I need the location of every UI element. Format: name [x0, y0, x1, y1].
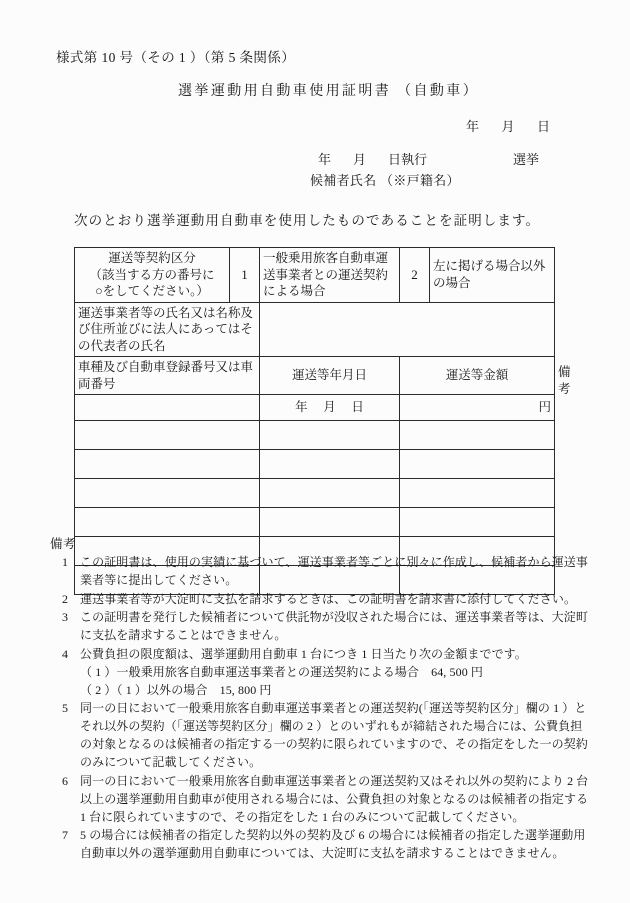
remarks-note-subitem: （ 1 ）一般乗用旅客自動車運送事業者との運送契約による場合 64, 500 円 — [80, 665, 484, 679]
table-row — [75, 450, 555, 479]
election-day-exec-label: 日執行 — [388, 152, 428, 167]
election-month-label: 月 — [353, 152, 367, 167]
column-header-date: 運送等年月日 — [260, 357, 400, 395]
unit-date-month: 月 — [323, 400, 336, 415]
election-year-label: 年 — [318, 152, 332, 167]
table-row — [75, 508, 555, 537]
table-row-operator-name — [75, 302, 555, 357]
contract-option-2-number[interactable]: 2 — [400, 248, 430, 303]
remarks-note-number: 6 — [62, 773, 69, 788]
remarks-note — [50, 826, 590, 862]
row-cell-amount[interactable] — [400, 508, 555, 537]
remarks-note — [50, 772, 590, 826]
remarks-note-text: 運送事業者等が大淀町に支払を請求するときは、この証明書を請求書に添付してください。 — [80, 591, 577, 606]
column-header-amount: 運送等金額 — [400, 357, 555, 395]
table-row — [75, 421, 555, 450]
remarks-note-text: 同一の日において一般乗用旅客自動車運送事業者との運送契約又はそれ以外の契約により 2 台以上の選挙運動用自動車が使用される場合には、公費負担の対象となるのは候補者の指定する 1 台に限られていますので、その指定をした 1 台のみについて記載してください。 — [80, 773, 589, 824]
contract-category-label-line1: 運送等契約区分 — [108, 251, 196, 265]
row-cell-vehicle[interactable] — [75, 450, 260, 479]
unit-cell-amount: 円 — [400, 395, 555, 421]
row-cell-vehicle[interactable] — [75, 421, 260, 450]
row-cell-date[interactable] — [260, 479, 400, 508]
unit-date-day: 日 — [351, 400, 364, 415]
operator-name-label: 運送事業者等の氏名又は名称及び住所並びに法人にあってはその代表者の氏名 — [75, 302, 260, 357]
remarks-note-number: 5 — [62, 701, 69, 715]
row-cell-amount[interactable] — [400, 479, 555, 508]
issue-date-month-label: 月 — [501, 119, 516, 134]
contract-option-2-text: 左に掲げる場合以外の場合 — [430, 248, 555, 303]
row-cell-date[interactable] — [260, 450, 400, 479]
row-cell-amount[interactable] — [400, 450, 555, 479]
remarks-note-number: 7 — [62, 828, 69, 842]
remarks-section — [50, 534, 590, 863]
election-date-line — [318, 149, 578, 168]
remarks-title: 備考 — [50, 537, 77, 551]
unit-date-year: 年 — [295, 400, 308, 415]
contract-option-1-text: 一般乗用旅客自動車運送事業者との運送契約による場合 — [260, 248, 400, 303]
row-cell-amount[interactable] — [400, 421, 555, 450]
contract-category-label-line3: ○をしてください。） — [95, 284, 209, 298]
remarks-note-number: 2 — [62, 591, 69, 606]
row-cell-date[interactable] — [260, 508, 400, 537]
unit-cell-vehicle — [75, 395, 260, 421]
remarks-note-text: この証明書は、使用の実績に基づいて、運送事業者等ごとに別々に作成し、候補者から運送事業者等に提出してください。 — [80, 555, 588, 587]
column-header-vehicle: 車種及び自動車登録番号又は車両番号 — [75, 357, 260, 395]
issue-date-year-label: 年 — [466, 119, 480, 134]
remarks-note-text: 5 の場合には候補者の指定した契約以外の契約及び 6 の場合には候補者の指定した選挙運動用自動車以外の選挙運動用自動車については、大淀町に支払を請求することはできません。 — [80, 828, 586, 860]
form-number: 様式第 10 号（その 1 ）（第 5 条関係） — [56, 50, 296, 65]
contract-category-label-line2: （該当する方の番号に — [89, 267, 215, 282]
row-cell-date[interactable] — [260, 421, 400, 450]
table-row-units — [75, 395, 555, 421]
remarks-note-number: 1 — [62, 555, 69, 569]
issue-date-line — [466, 116, 551, 135]
election-label: 選挙 — [513, 152, 540, 167]
table-row-column-headers: 車種及び自動車登録番号又は車両番号 運送等年月日 運送等金額 備考 — [75, 357, 555, 395]
table-row-contract-category — [75, 248, 555, 303]
remarks-note-text: 同一の日において一般乗用旅客自動車運送事業者との運送契約(「運送等契約区分」欄の 1 ）とそれ以外の契約（「運送等契約区分」欄の 2 ）とのいずれもが締結された場合には、公費負担の対象となるのは候補者の指定する一の契約に限られていますので、その指定をした一の契約のみについて記載してください。 — [80, 701, 588, 769]
row-cell-vehicle[interactable] — [75, 508, 260, 537]
remarks-note-text: この証明書を発行した候補者について供託物が没収された場合には、運送事業者等は、大淀町に支払を請求することはできません。 — [80, 610, 588, 642]
contract-option-1-number[interactable]: 1 — [230, 248, 260, 303]
remarks-note-text: 公費負担の限度額は、選挙運動用自動車 1 台につき 1 日当たり次の金額までです。 — [80, 646, 527, 661]
remarks-note — [50, 590, 590, 608]
certification-statement: 次のとおり選挙運動用自動車を使用したものであることを証明します。 — [74, 213, 541, 228]
remarks-note — [50, 608, 590, 644]
issue-date-day-label: 日 — [537, 119, 551, 134]
remarks-note — [50, 645, 590, 663]
table-row — [75, 479, 555, 508]
remarks-note — [50, 553, 590, 589]
document-title: 選挙運動用自動車使用証明書 （自動車） — [178, 84, 480, 99]
remarks-note-number: 4 — [62, 646, 69, 661]
remarks-note — [50, 699, 590, 771]
row-cell-vehicle[interactable] — [75, 479, 260, 508]
remarks-note-subitem: （ 2 ）（ 1 ）以外の場合 15, 800 円 — [80, 683, 272, 697]
operator-name-value[interactable] — [260, 302, 555, 357]
unit-cell-date — [260, 395, 400, 421]
contract-category-label — [75, 248, 230, 303]
candidate-name-label: 候補者氏名 （※戸籍名） — [310, 173, 460, 188]
remarks-note-number: 3 — [62, 610, 69, 624]
